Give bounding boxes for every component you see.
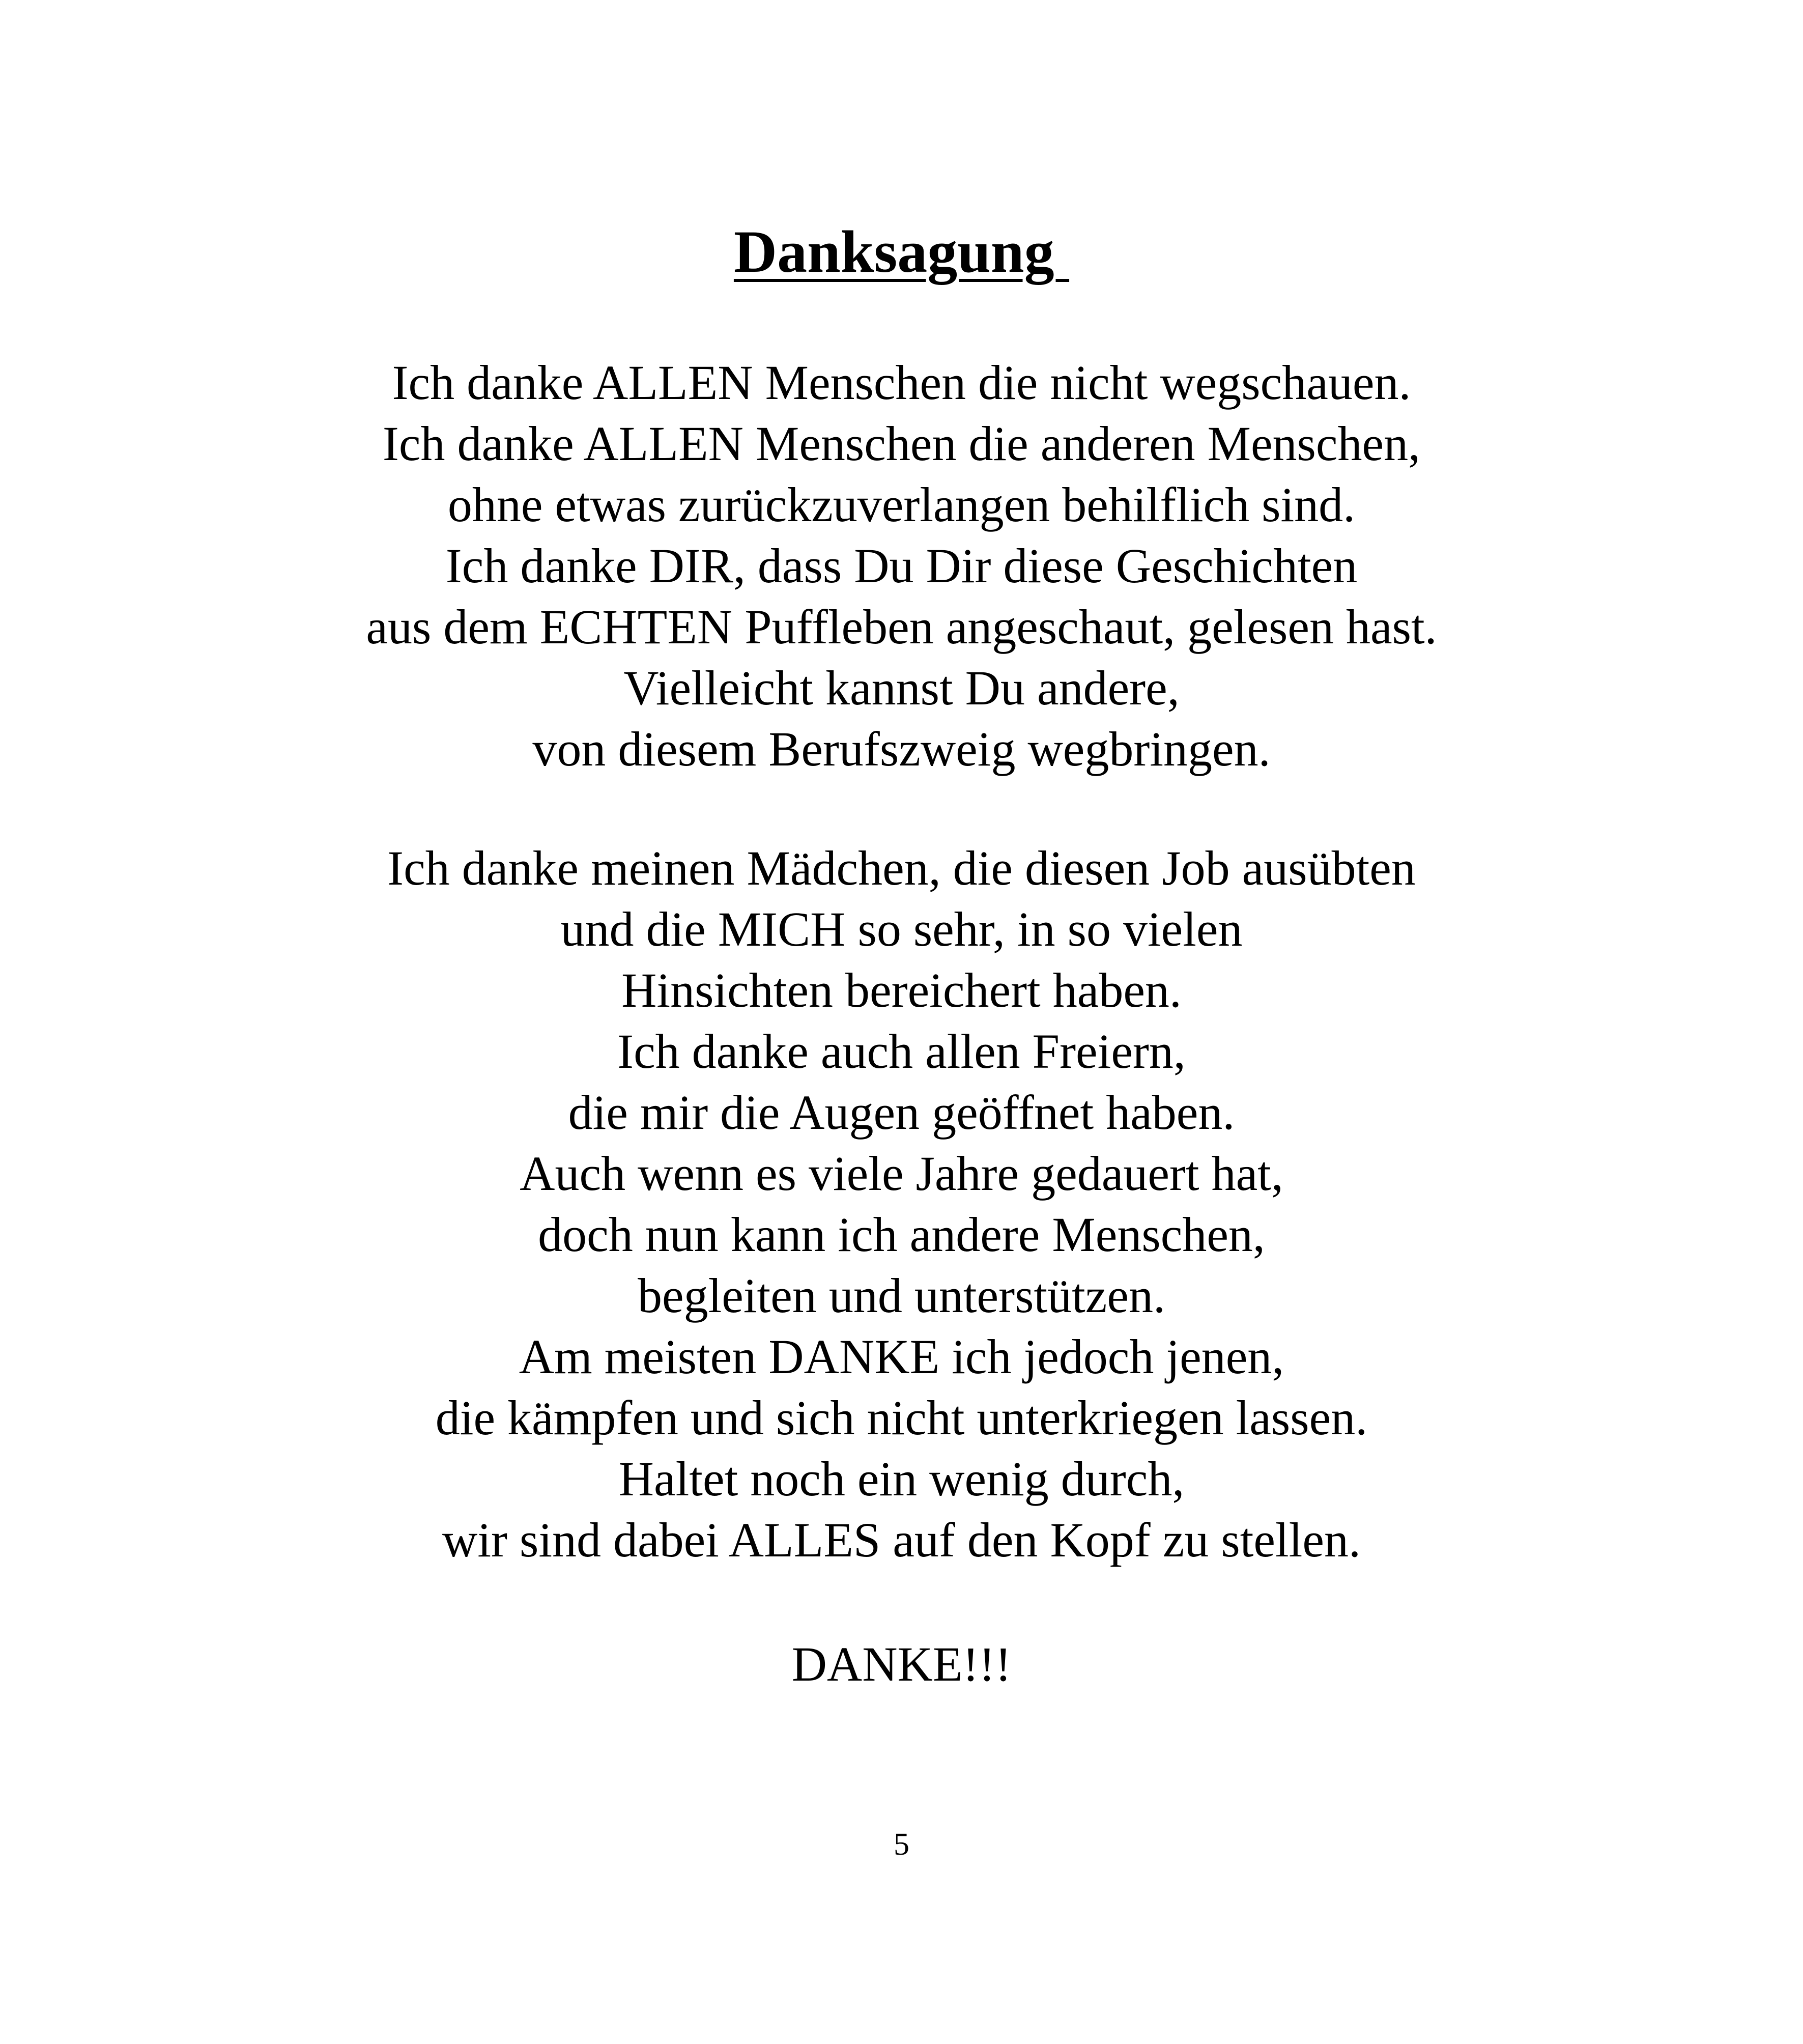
text-line: die mir die Augen geöffnet haben.: [568, 1085, 1235, 1140]
stanza-2: [0, 838, 1803, 1571]
closing-line: DANKE!!!: [791, 1637, 1012, 1691]
text-line: Auch wenn es viele Jahre gedauert hat,: [520, 1146, 1283, 1201]
text-line: Ich danke auch allen Freiern,: [617, 1024, 1186, 1078]
text-line: ohne etwas zurückzuverlangen behilflich sind.: [447, 477, 1356, 532]
text-line: doch nun kann ich andere Menschen,: [538, 1207, 1265, 1262]
text-line: Ich danke DIR, dass Du Dir diese Geschichten: [445, 538, 1358, 593]
text-line: Ich danke ALLEN Menschen die nicht wegschauen.: [392, 355, 1411, 410]
text-line: wir sind dabei ALLES auf den Kopf zu stellen.: [442, 1513, 1361, 1567]
text-line: Ich danke meinen Mädchen, die diesen Job ausübten: [387, 841, 1416, 895]
text-line: aus dem ECHTEN Puffleben angeschaut, gelesen hast.: [366, 600, 1437, 654]
page-title-text: Danksagung: [733, 218, 1070, 285]
text-line: Hinsichten bereichert haben.: [621, 963, 1182, 1017]
text-line: Haltet noch ein wenig durch,: [618, 1452, 1185, 1506]
text-line: Ich danke ALLEN Menschen die anderen Menschen,: [382, 416, 1421, 471]
text-line: die kämpfen und sich nicht unterkriegen lassen.: [435, 1390, 1368, 1445]
stanza-3: [0, 1634, 1803, 1695]
text-line: Am meisten DANKE ich jedoch jenen,: [519, 1329, 1284, 1384]
text-line: Vielleicht kannst Du andere,: [623, 661, 1180, 715]
text-line: begleiten und unterstützen.: [637, 1268, 1165, 1323]
text-line: von diesem Berufszweig wegbringen.: [532, 722, 1271, 776]
text-line: und die MICH so sehr, in so vielen: [560, 902, 1243, 956]
page-title: [0, 216, 1803, 288]
page-number: 5: [894, 1827, 909, 1862]
stanza-1: [0, 352, 1803, 780]
